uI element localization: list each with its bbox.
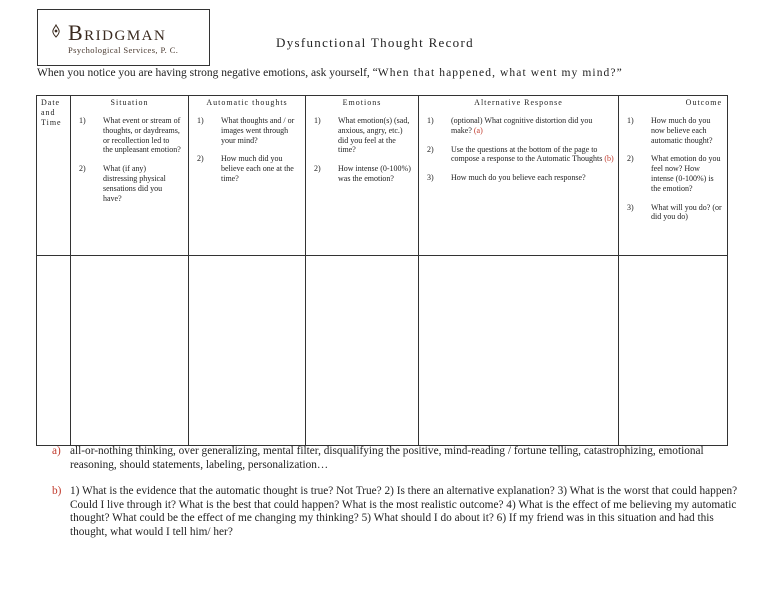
situation-prompts [71, 116, 188, 203]
footnote-a [52, 445, 742, 472]
list-item: 1) What emotion(s) (sad, anxious, angry, etc.) did you feel at the time? [314, 116, 410, 155]
logo-name: Bridgman [68, 20, 167, 45]
column-header-alternative-response: Alternative Response [474, 98, 563, 107]
entry-situation[interactable] [71, 256, 189, 446]
page-title: Dysfunctional Thought Record [276, 35, 474, 50]
column-header-emotions: Emotions [342, 98, 382, 107]
intro-tail: ” [616, 67, 622, 79]
list-item: 2) What (if any) distressing physical sensations did you have? [79, 164, 166, 203]
column-date [37, 96, 71, 256]
list-item: 2) How intense (0-100%) was the emotion? [314, 164, 411, 183]
list-item: 1) What thoughts and / or images went through your mind? [197, 116, 295, 145]
entry-row [37, 256, 728, 446]
column-situation [71, 96, 189, 256]
list-item: 1) What event or stream of thoughts, or daydreams, or recollection led to the unpleasant emotion? [79, 116, 181, 155]
company-logo [37, 9, 210, 66]
footnote-marker: a) [52, 445, 61, 457]
entry-outcome[interactable] [619, 256, 728, 446]
column-header-automatic-thoughts: Automatic thoughts [206, 98, 288, 107]
list-item: 2) Use the questions at the bottom of the page to compose a response to the Automatic Thoughts (b) [427, 144, 614, 164]
column-header-situation: Situation [110, 98, 149, 107]
ref-a: (a) [473, 125, 483, 135]
column-outcome [619, 96, 728, 256]
flourish-icon [49, 24, 63, 38]
intro-lead: When you notice you are having strong negative emotions, ask yourself, “ [37, 67, 378, 79]
alternative-response-prompts [419, 116, 618, 183]
list-item: 1) How much do you now believe each automatic thought? [627, 116, 713, 145]
list-item: 3) How much do you believe each response? [427, 173, 586, 183]
list-item: 2) How much did you believe each one at the time? [197, 154, 294, 183]
entry-automatic-thoughts[interactable] [189, 256, 306, 446]
outcome-prompts [619, 116, 727, 222]
thought-record-table [36, 95, 728, 446]
emotions-prompts [306, 116, 418, 184]
column-emotions [306, 96, 419, 256]
entry-alternative-response[interactable] [419, 256, 619, 446]
logo-subtitle: Psychological Services, P. C. [68, 45, 179, 55]
footnote-text: all-or-nothing thinking, over generalizing, mental filter, disqualifying the positive, mind-reading / fortune telling, catastrophizing, emotional reasoning, should statements, labeling, personalization… [70, 445, 704, 471]
header-row [37, 96, 728, 256]
column-alternative-response [419, 96, 619, 256]
footnote-marker: b) [52, 485, 62, 497]
entry-date[interactable] [37, 256, 71, 446]
footnote-b [52, 485, 742, 539]
footnotes [52, 445, 742, 552]
entry-emotions[interactable] [306, 256, 419, 446]
automatic-thoughts-prompts [189, 116, 305, 184]
intro-question: When that happened, what went my mind? [377, 67, 617, 79]
list-item: 1) (optional) What cognitive distortion did you make? (a) [427, 116, 593, 135]
column-header-date: Date and Time [41, 98, 62, 127]
column-automatic-thoughts [189, 96, 306, 256]
list-item: 2) What emotion do you feel now? How intense (0-100%) is the emotion? [627, 154, 721, 193]
footnote-text: 1) What is the evidence that the automatic thought is true? Not True? 2) Is there an alternative explanation? 3) What is the worst that could happen? Could I live through it? What is the best that could happen? What is the most realistic outcome? 4) What is the effect of me believing my automatic thought? What could be the effect of me changing my thinking? 5) What should I do about it? 6) If my friend was in this situation and had this thought, what would I tell him/ her? [70, 485, 738, 538]
column-header-outcome: Outcome [685, 98, 722, 107]
ref-b: (b) [604, 154, 614, 164]
intro-text [37, 67, 622, 79]
list-item: 3) What will you do? (or did you do) [627, 202, 722, 222]
